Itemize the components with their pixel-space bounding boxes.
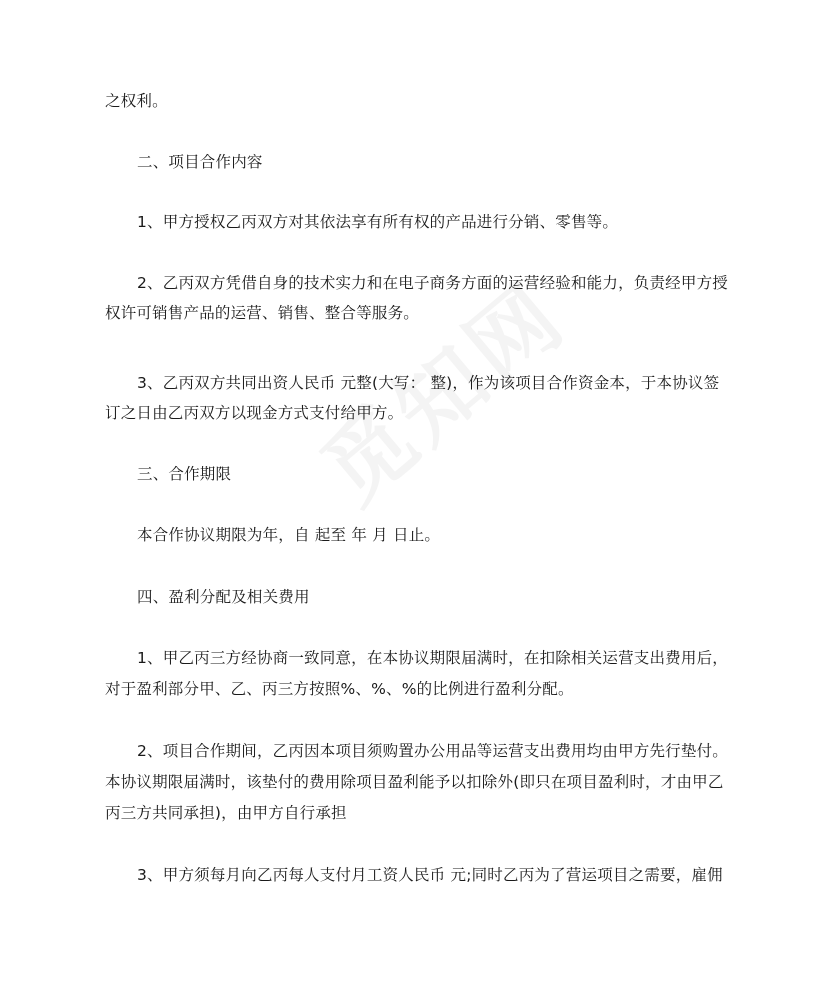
section-heading: 四、盈利分配及相关费用: [137, 588, 310, 606]
section-heading: 三、合作期限: [137, 465, 232, 483]
paragraph-line: 3、甲方须每月向乙丙每人支付月工资人民币 元;同时乙丙为了营运项目之需要，雇佣: [137, 866, 723, 884]
paragraph-line: 3、乙丙双方共同出资人民币 元整(大写： 整)，作为该项目合作资金本，于本协议签: [137, 374, 720, 392]
paragraph-line: 之权利。: [105, 92, 168, 110]
paragraph-line: 订之日由乙丙双方以现金方式支付给甲方。: [105, 404, 404, 422]
paragraph-line: 对于盈利部分甲、乙、丙三方按照%、%、%的比例进行盈利分配。: [105, 680, 574, 698]
paragraph-line: 权许可销售产品的运营、销售、整合等服务。: [105, 304, 420, 322]
paragraph-line: 2、项目合作期间，乙丙因本项目须购置办公用品等运营支出费用均由甲方先行垫付。: [137, 742, 728, 760]
paragraph-line: 本协议期限届满时，该垫付的费用除项目盈利能予以扣除外(即只在项目盈利时，才由甲乙: [105, 773, 724, 791]
paragraph-line: 本合作协议期限为年，自 起至 年 月 日止。: [137, 526, 441, 544]
paragraph-line: 1、甲乙丙三方经协商一致同意，在本协议期限届满时，在扣除相关运营支出费用后，: [137, 649, 728, 667]
paragraph-line: 1、甲方授权乙丙双方对其依法享有所有权的产品进行分销、零售等。: [137, 213, 619, 231]
paragraph-line: 2、乙丙双方凭借自身的技术实力和在电子商务方面的运营经验和能力，负责经甲方授: [137, 274, 728, 292]
paragraph-line: 丙三方共同承担)，由甲方自行承担: [105, 804, 347, 822]
section-heading: 二、项目合作内容: [137, 153, 263, 171]
